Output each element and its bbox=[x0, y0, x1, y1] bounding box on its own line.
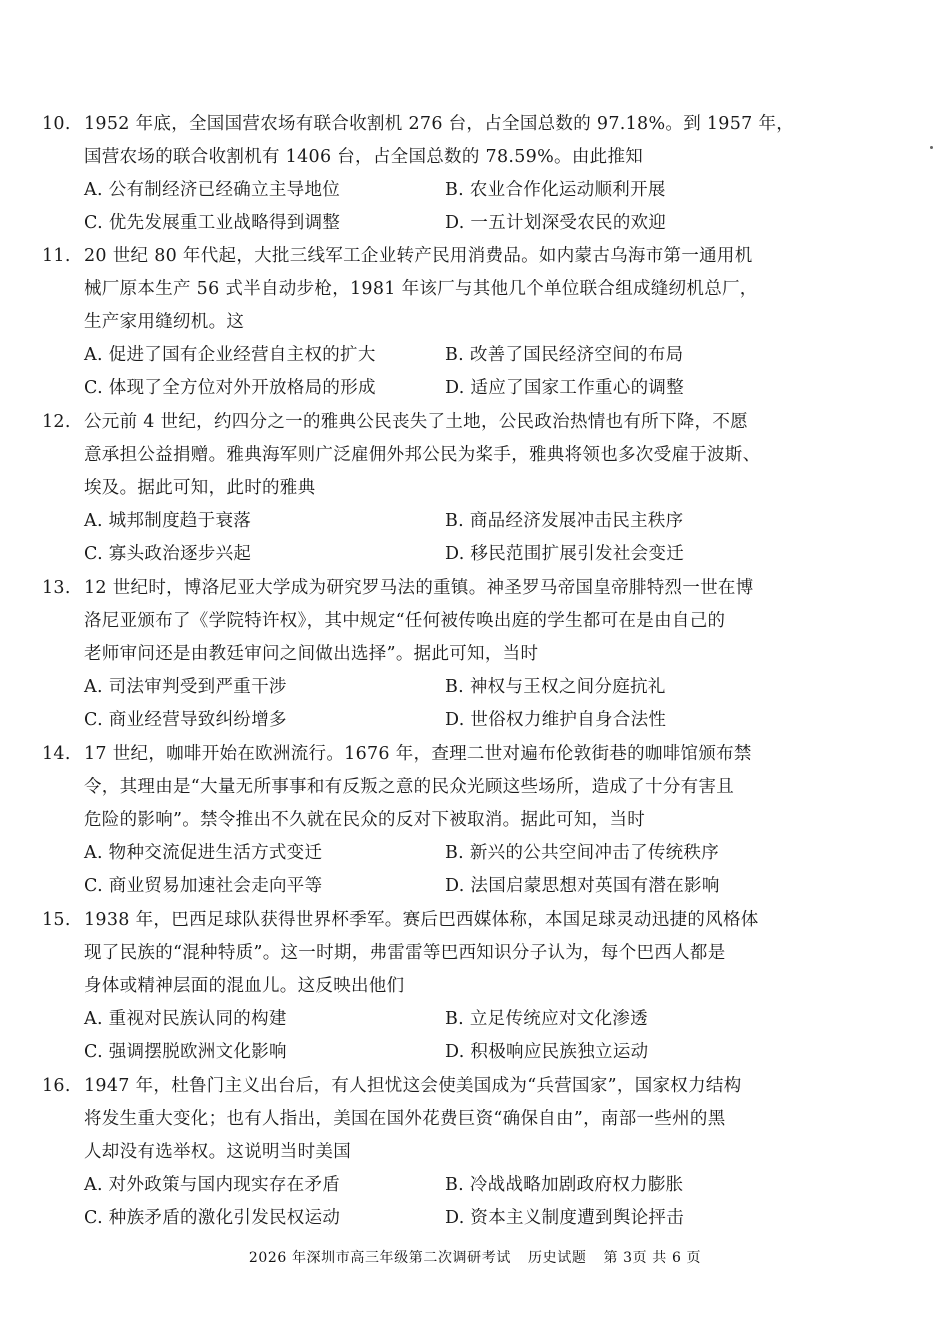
question-stem-line bbox=[42, 572, 802, 605]
question-13 bbox=[42, 572, 802, 737]
option-d: D. 世俗权力维护自身合法性 bbox=[445, 710, 667, 730]
option-row bbox=[42, 207, 802, 240]
question-stem-line: 国营农场的联合收割机有 1406 台，占全国总数的 78.59%。由此推知 bbox=[84, 147, 644, 167]
question-number: 10. bbox=[42, 114, 71, 134]
question-12 bbox=[42, 406, 802, 571]
question-stem-line: 老师审问还是由教廷审问之间做出选择”。据此可知，当时 bbox=[84, 644, 539, 664]
option-c: C. 寡头政治逐步兴起 bbox=[84, 544, 252, 564]
stem-text: 1938 年，巴西足球队获得世界杯季军。赛后巴西媒体称，本国足球灵动迅捷的风格体 bbox=[84, 910, 759, 930]
stem-text: 1952 年底，全国国营农场有联合收割机 276 台，占全国总数的 97.18%。到 1957 年， bbox=[84, 114, 795, 134]
option-row bbox=[42, 704, 802, 737]
stem-text: 17 世纪，咖啡开始在欧洲流行。1676 年，查理二世对遍布伦敦街巷的咖啡馆颁布禁 bbox=[84, 744, 752, 764]
option-a: A. 公有制经济已经确立主导地位 bbox=[84, 180, 341, 200]
option-b: B. 商品经济发展冲击民主秩序 bbox=[445, 511, 684, 531]
question-14 bbox=[42, 738, 802, 903]
question-stem-line: 人却没有选举权。这说明当时美国 bbox=[84, 1142, 351, 1162]
question-stem-line: 令，其理由是“大量无所事事和有反叛之意的民众光顾这些场所，造成了十分有害且 bbox=[84, 777, 735, 797]
question-stem-line: 意承担公益捐赠。雅典海军则广泛雇佣外邦公民为桨手，雅典将领也多次受雇于波斯、 bbox=[84, 445, 761, 465]
question-number: 15. bbox=[42, 910, 71, 930]
option-d: D. 法国启蒙思想对英国有潜在影响 bbox=[445, 876, 720, 896]
scan-speck bbox=[930, 146, 933, 149]
option-d: D. 一五计划深受农民的欢迎 bbox=[445, 213, 667, 233]
option-a: A. 促进了国有企业经营自主权的扩大 bbox=[84, 345, 376, 365]
option-b: B. 冷战战略加剧政府权力膨胀 bbox=[445, 1175, 684, 1195]
option-row bbox=[42, 837, 802, 870]
option-a: A. 司法审判受到严重干涉 bbox=[84, 677, 287, 697]
question-stem-line bbox=[42, 406, 802, 439]
question-stem-line: 身体或精神层面的混血儿。这反映出他们 bbox=[84, 976, 405, 996]
option-c: C. 商业贸易加速社会走向平等 bbox=[84, 876, 323, 896]
option-row bbox=[42, 1003, 802, 1036]
option-b: B. 神权与王权之间分庭抗礼 bbox=[445, 677, 666, 697]
stem-text: 20 世纪 80 年代起，大批三线军工企业转产民用消费品。如内蒙古乌海市第一通用机 bbox=[84, 246, 753, 266]
question-number: 14. bbox=[42, 744, 71, 764]
question-stem-line bbox=[42, 904, 802, 937]
question-stem-line: 将发生重大变化；也有人指出，美国在国外花费巨资“确保自由”，南部一些州的黑 bbox=[84, 1109, 726, 1129]
question-15 bbox=[42, 904, 802, 1069]
subject-label: 历史试题 bbox=[528, 1250, 587, 1266]
question-16 bbox=[42, 1070, 802, 1235]
option-d: D. 适应了国家工作重心的调整 bbox=[445, 378, 685, 398]
question-stem-line bbox=[42, 738, 802, 771]
option-b: B. 改善了国民经济空间的布局 bbox=[445, 345, 684, 365]
option-d: D. 积极响应民族独立运动 bbox=[445, 1042, 649, 1062]
question-11 bbox=[42, 240, 802, 405]
page-footer bbox=[0, 1247, 950, 1267]
exam-title: 2026 年深圳市高三年级第二次调研考试 bbox=[248, 1250, 511, 1266]
question-number: 16. bbox=[42, 1076, 71, 1096]
question-number: 11. bbox=[42, 246, 71, 266]
page-number: 第 3页 共 6 页 bbox=[603, 1250, 702, 1266]
option-row bbox=[42, 174, 802, 207]
option-b: B. 立足传统应对文化渗透 bbox=[445, 1009, 648, 1029]
option-c: C. 商业经营导致纠纷增多 bbox=[84, 710, 287, 730]
question-stem-line bbox=[42, 108, 802, 141]
stem-text: 12 世纪时，博洛尼亚大学成为研究罗马法的重镇。神圣罗马帝国皇帝腓特烈一世在博 bbox=[84, 578, 754, 598]
option-a: A. 重视对民族认同的构建 bbox=[84, 1009, 287, 1029]
question-stem-line bbox=[42, 1070, 802, 1103]
option-row bbox=[42, 1202, 802, 1235]
option-row bbox=[42, 538, 802, 571]
question-stem-line: 埃及。据此可知，此时的雅典 bbox=[84, 478, 316, 498]
option-b: B. 新兴的公共空间冲击了传统秩序 bbox=[445, 843, 720, 863]
question-stem-line: 危险的影响”。禁令推出不久就在民众的反对下被取消。据此可知，当时 bbox=[84, 810, 646, 830]
option-row bbox=[42, 372, 802, 405]
option-a: A. 物种交流促进生活方式变迁 bbox=[84, 843, 323, 863]
option-d: D. 资本主义制度遭到舆论抨击 bbox=[445, 1208, 685, 1228]
stem-text: 公元前 4 世纪，约四分之一的雅典公民丧失了土地，公民政治热情也有所下降，不愿 bbox=[84, 412, 748, 432]
option-c: C. 种族矛盾的激化引发民权运动 bbox=[84, 1208, 341, 1228]
question-stem-line: 洛尼亚颁布了《学院特许权》，其中规定“任何被传唤出庭的学生都可在是由自己的 bbox=[84, 611, 726, 631]
question-stem-line: 现了民族的“混种特质”。这一时期，弗雷雷等巴西知识分子认为，每个巴西人都是 bbox=[84, 943, 726, 963]
question-stem-line bbox=[42, 240, 802, 273]
question-stem-line: 械厂原本生产 56 式半自动步枪，1981 年该厂与其他几个单位联合组成缝纫机总厂， bbox=[84, 279, 758, 299]
option-b: B. 农业合作化运动顺利开展 bbox=[445, 180, 666, 200]
option-c: C. 体现了全方位对外开放格局的形成 bbox=[84, 378, 376, 398]
option-row bbox=[42, 671, 802, 704]
option-c: C. 强调摆脱欧洲文化影响 bbox=[84, 1042, 287, 1062]
option-a: A. 城邦制度趋于衰落 bbox=[84, 511, 252, 531]
option-row bbox=[42, 505, 802, 538]
stem-text: 1947 年，杜鲁门主义出台后，有人担忧这会使美国成为“兵营国家”，国家权力结构 bbox=[84, 1076, 742, 1096]
option-a: A. 对外政策与国内现实存在矛盾 bbox=[84, 1175, 341, 1195]
option-row bbox=[42, 1169, 802, 1202]
question-10 bbox=[42, 108, 802, 240]
option-d: D. 移民范围扩展引发社会变迁 bbox=[445, 544, 685, 564]
question-number: 13. bbox=[42, 578, 71, 598]
question-number: 12. bbox=[42, 412, 71, 432]
option-c: C. 优先发展重工业战略得到调整 bbox=[84, 213, 341, 233]
question-stem-line: 生产家用缝纫机。这 bbox=[84, 312, 245, 332]
option-row bbox=[42, 339, 802, 372]
option-row bbox=[42, 1036, 802, 1069]
option-row bbox=[42, 870, 802, 903]
